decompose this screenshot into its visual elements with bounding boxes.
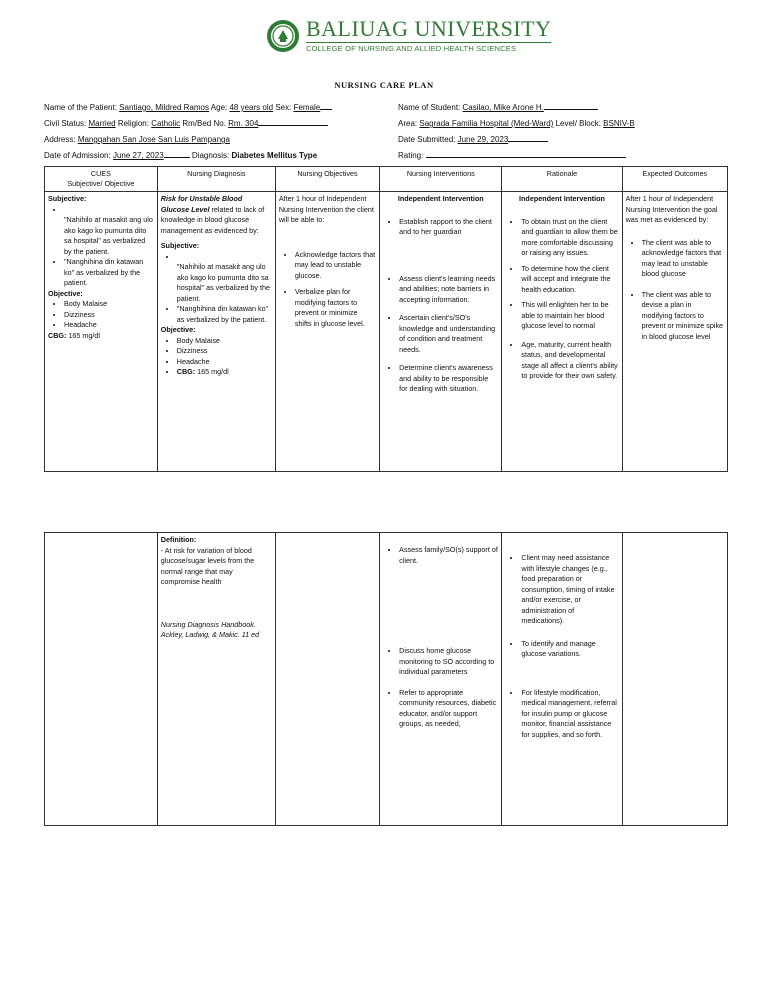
list-item: • Client may need assistance with lifestyle changes (e.g., food preparation or consumption, timing of intake and/or exercise, or administration of medications). [521, 553, 618, 627]
outcomes-cell [622, 533, 727, 826]
room-label: Rm/Bed No. [182, 119, 226, 128]
header-interventions: Nursing Interventions [380, 167, 502, 192]
objectives-intro: After 1 hour of Independent Nursing Intervention the client will be able to: [278, 194, 374, 224]
patient-info [44, 100, 404, 164]
diagnosis-text: related to lack of knowledge in blood glucose management as evidenced by: [160, 204, 265, 235]
list-item: • Refer to appropriate community resources, diabetic educator, and/or support groups, as needed, [399, 688, 498, 730]
list-item: • To determine how the client will accept and integrate the health education. [521, 264, 618, 296]
definition-label: Definition: [160, 535, 197, 544]
outcomes-intro: After 1 hour of Independent Nursing Intervention the goal was met as evidenced by: [625, 194, 718, 224]
patient-sex: Female [293, 103, 321, 112]
area: Sagrada Familia Hospital (Med-Ward) [419, 119, 554, 128]
diagnosis-cell [157, 192, 275, 472]
admission-label: Date of Admission: [44, 151, 111, 160]
interventions-heading: Independent Intervention [397, 194, 484, 203]
table-row [45, 533, 728, 826]
cues-cell [45, 192, 158, 472]
list-item [64, 205, 154, 216]
subjective-label: Subjective: [160, 241, 200, 250]
list-item: • The client was able to devise a plan in modifying factors to prevent or minimize spike in blood glucose level [642, 290, 724, 343]
level-label: Level/ Block: [555, 119, 601, 128]
list-item: • For lifestyle modification, medical management, referral for insulin pump or glucose monitor, financial assistance for supplies, and so forth. [521, 688, 618, 741]
list-item: • "Nanghihina din katawan ko" as verbalized by the patient. [64, 257, 154, 289]
rationale-heading: Independent Intervention [519, 194, 605, 203]
list-item: • Headache [64, 320, 154, 331]
patient-age: 48 years old [229, 103, 274, 112]
civil-status-label: Civil Status: [44, 119, 87, 128]
list-item [177, 367, 272, 378]
list-item: • Determine client's awareness and ability to be responsible for dealing with situation. [399, 363, 498, 395]
list-item: • The client was able to acknowledge factors that may lead to unstable blood glucose [642, 238, 724, 280]
cbg-label: CBG: [48, 330, 67, 340]
list-item: • Ascertain client's/SO's knowledge and understanding of condition and treatment needs. [399, 313, 498, 355]
care-plan-table [44, 166, 728, 472]
student-name: Casilao, Mike Arone H. [462, 103, 544, 112]
date-submitted: June 29, 2023 [457, 135, 509, 144]
religion-label: Religion: [117, 119, 149, 128]
rating-label: Rating: [398, 151, 424, 160]
objectives-cell [275, 192, 379, 472]
rationale-cell [502, 192, 622, 472]
cues-cell [45, 533, 158, 826]
list-item: • This will enlighten her to be able to maintain her blood glucose level to normal [521, 300, 618, 332]
header-diagnosis: Nursing Diagnosis [157, 167, 275, 192]
list-item: • Dizziness [177, 346, 272, 357]
sex-label: Sex: [275, 103, 292, 112]
religion: Catholic [151, 119, 181, 128]
diagnosis-value: Diabetes Mellitus Type [231, 151, 318, 160]
age-label: Age: [210, 103, 228, 112]
header-objectives: Nursing Objectives [275, 167, 379, 192]
patient-name-label: Name of the Patient: [44, 103, 117, 112]
header-outcomes: Expected Outcomes [622, 167, 727, 192]
document-title: NURSING CARE PLAN [334, 80, 434, 90]
level-block: BSNIV-B [603, 119, 635, 128]
room-number: Rm. 304 [228, 119, 259, 128]
cbg-label: CBG: [176, 367, 196, 376]
table-header-row [45, 167, 728, 192]
address-label: Address: [44, 135, 76, 144]
interventions-cell [380, 533, 502, 826]
university-seal-icon [266, 19, 300, 53]
cbg-value: 165 mg/dl [197, 367, 229, 376]
list-item: • "Nanghihina din katawan ko" as verbalized by the patient. [177, 304, 272, 325]
definition-cell [157, 533, 275, 826]
objective-label: Objective: [160, 325, 196, 334]
submitted-label: Date Submitted: [398, 135, 456, 144]
list-item: "Nahihilo at masakit ang ulo ako kago ko pumunta dito sa hospital" as verbalized by the patient. [64, 215, 153, 256]
student-info [398, 100, 738, 164]
university-name: BALIUAG UNIVERSITY [306, 16, 552, 41]
list-item: • Discuss home glucose monitoring to SO according to individual parameters [399, 646, 498, 678]
list-item: • Assess client's learning needs and abilities; note barriers in accepting information. [399, 274, 498, 306]
admission-date: June 27, 2023 [112, 151, 164, 160]
header-cues: CUES Subjective/ Objective [45, 167, 158, 192]
objectives-cell [275, 533, 379, 826]
list-item: • Establish rapport to the client and to her guardian [399, 217, 498, 238]
list-item: • Acknowledge factors that may lead to unstable glucose. [295, 250, 376, 282]
list-item: • Dizziness [64, 310, 154, 321]
list-item [177, 252, 272, 263]
area-label: Area: [398, 119, 418, 128]
objective-label: Objective: [48, 288, 83, 298]
college-name: COLLEGE OF NURSING AND ALLIED HEALTH SCIENCES [306, 42, 551, 53]
address: Mangqahan San Jose San Luis Pampanga [77, 135, 230, 144]
diagnosis-title: Risk for Unstable Blood Glucose Level [160, 194, 243, 214]
reference-text: Nursing Diagnosis Handbook. Ackley, Ladwig, & Makic. 11 ed [160, 619, 260, 639]
list-item: "Nahihilo at masakit ang ulo ako kago ko pumunta dito sa hospital" as verbalized by the patient. [176, 262, 271, 303]
civil-status: Married [88, 119, 116, 128]
interventions-cell [380, 192, 502, 472]
list-item: • Assess family/SO(s) support of client. [399, 545, 498, 566]
care-plan-table-continued [44, 532, 728, 826]
definition-text: - At risk for variation of blood glucose/sugar levels from the normal range that may compromise health [160, 545, 255, 586]
student-name-label: Name of Student: [398, 103, 461, 112]
diagnosis-label: Diagnosis: [191, 151, 230, 160]
table-row [45, 192, 728, 472]
list-item: • Headache [177, 357, 272, 368]
rationale-cell [502, 533, 622, 826]
list-item: • Age, maturity, current health status, and developmental stage all affect a client's ability to provide for their own safety. [521, 340, 618, 382]
list-item: • To identify and manage glucose variations. [521, 639, 618, 660]
list-item: • Body Malaise [177, 336, 272, 347]
patient-name: Santiago, Mildred Ramos [119, 103, 209, 112]
list-item: • Verbalize plan for modifying factors to prevent or minimize shifts in glucose level. [295, 287, 376, 329]
subjective-label: Subjective: [48, 194, 87, 203]
list-item: • To obtain trust on the client and guardian to allow them be more comfortable discussing or raising any issues. [521, 217, 618, 259]
cbg-value: 165 mg/dl [68, 330, 100, 340]
outcomes-cell [622, 192, 727, 472]
list-item: • Body Malaise [64, 299, 154, 310]
university-header [266, 18, 551, 53]
header-rationale: Rationale [502, 167, 622, 192]
rating-blank [426, 148, 626, 158]
